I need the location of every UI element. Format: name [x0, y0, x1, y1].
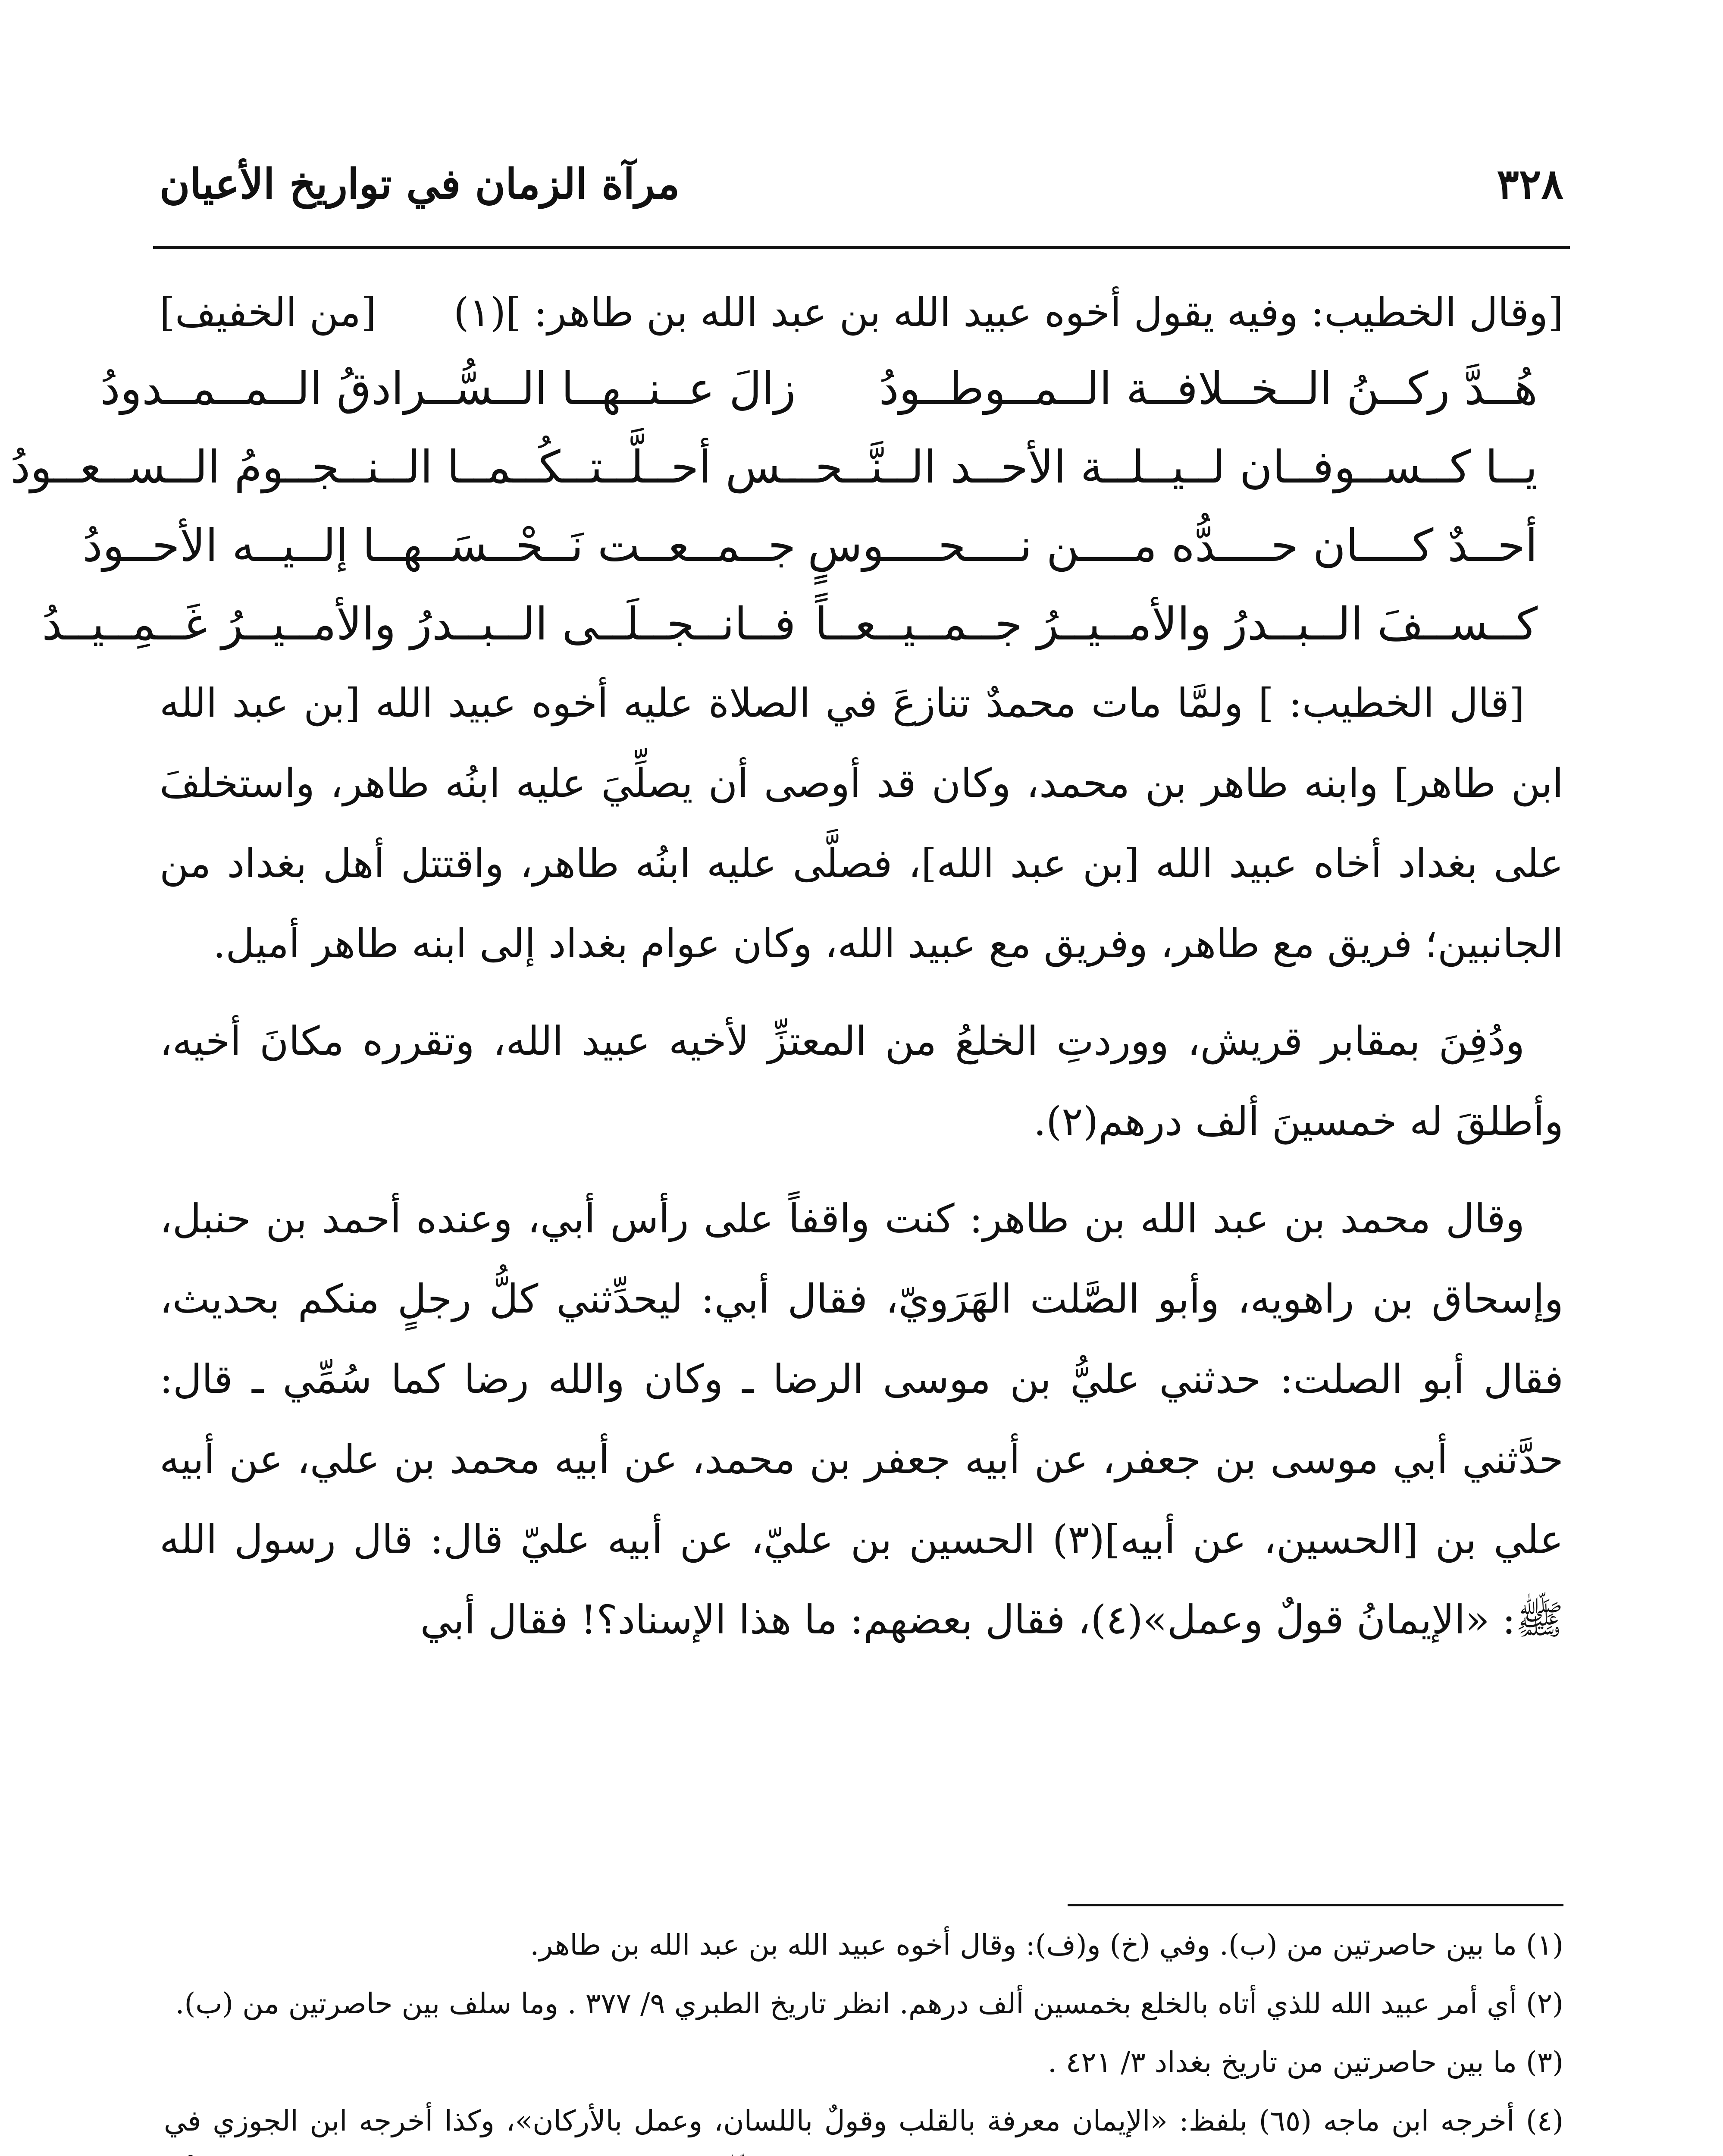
verse-first-hemistich: كــســفَ الــبــدرُ والأمــيــرُ جــمــيــعــاً — [815, 598, 1538, 650]
verse — [42, 585, 1563, 663]
header-rule — [153, 246, 1570, 249]
verse-first-hemistich: يــا كــســوفــان لــيــلــة الأحــد الــنَّــحــ — [789, 441, 1538, 493]
page-number: ٣٢٨ — [1497, 160, 1563, 208]
footnote-3: (٣) ما بين حاصرتين من تاريخ بغداد ٣/ ٤٢١ . — [1047, 2046, 1563, 2079]
running-title: مرآة الزمان في تواريخ الأعيان — [160, 160, 680, 208]
verse-second-hemistich: جــمــعــت نَــحْــسَــهــا إلــيــه الأحــودُ — [82, 519, 796, 572]
footnote-1: (١) ما بين حاصرتين من (ب). وفي (خ) و(ف): وقال أخوه عبيد الله بن عبد الله بن طاهر. — [530, 1928, 1563, 1962]
verse — [10, 428, 1563, 506]
paragraph-burial: ودُفِنَ بمقابر قريش، ووردتِ الخلعُ من المعتزِّ لأخيه عبيد الله، وتقرره مكانَ أخيه، وأطلقَ له خمسينَ ألف درهم(٢). — [160, 1018, 1563, 1144]
poem-intro — [160, 276, 1563, 349]
paragraph-hadith: وقال محمد بن عبد الله بن طاهر: كنت واقفاً على رأس أبي، وعنده أحمد بن حنبل، وإسحاق بن راهويه، وأبو الصَّلت الهَرَويّ، فقال أبي: ليحدِّثني كلُّ رجلٍ منكم بحديث، فقال أبو الصلت: حدثني عليُّ بن موسى الرضا ـ وكان والله رضا كما سُمِّي ـ قال: حدَّثني أبي موسى بن جعفر، عن أبيه جعفر بن محمد، عن أبيه محمد بن علي، عن أبيه علي بن [الحسين، عن أبيه](٣) الحسين بن عليّ، عن أبيه عليّ قال: قال رسول الله ﷺ: «الإيمانُ قولٌ وعمل»(٤)، فقال بعضهم: ما هذا الإسناد؟! فقال أبي — [160, 1196, 1564, 1643]
verse-first-hemistich: هُــدَّ ركــنُ الــخــلافــة الــمــوطــودُ — [879, 362, 1538, 415]
poem — [10, 349, 1563, 663]
footnote-4: (٤) أخرجه ابن ماجه (٦٥) بلفظ: «الإيمان معرفة بالقلب وقولٌ باللسان، وعمل بالأركان»، وكذا أخرجه ابن الجوزي في — [164, 2104, 1563, 2137]
footnote-rule — [1068, 1904, 1563, 1906]
main-text — [10, 276, 1564, 1660]
verse-first-hemistich: أحــدٌ كــــان حــــدُّه مــــن نــــحــــوسٍ — [808, 519, 1538, 572]
verse-second-hemistich: زالَ عــنــهــا الــسُّــرادقُ الــمــمــدودُ — [100, 362, 796, 415]
paragraph-funeral: [قال الخطيب: ] ولمَّا مات محمدٌ تنازعَ في الصلاة عليه أخوه عبيد الله [بن عبد الله ابن طاهر] وابنه طاهر بن محمد، وكان قد أوصى أن يصلِّيَ عليه ابنُه طاهر، واستخلفَ على بغداد أخاه عبيد الله [بن عبد الله]، فصلَّى عليه ابنُه طاهر، واقتتل أهل بغداد من الجانبين؛ فريق مع طاهر، وفريق مع عبيد الله، وكان عوام بغداد إلى ابنه طاهر أميل. — [160, 680, 1563, 967]
footnote-2: (٢) أي أمر عبيد الله للذي أتاه بالخلع بخمسين ألف درهم. انظر تاريخ الطبري ٩/ ٣٧٧ . وما سلف بين حاصرتين من (ب). — [175, 1987, 1563, 2020]
verse — [82, 506, 1563, 585]
verse-second-hemistich: ـس أحــلَّــتــكُــمــا الــنــجــومُ الــســعــودُ — [10, 441, 796, 493]
poem-intro-text: [وقال الخطيب: وفيه يقول أخوه عبيد الله بن عبد الله بن طاهر: ](١) — [453, 289, 1563, 335]
page-header — [160, 142, 1563, 229]
footnotes — [164, 1919, 1563, 2156]
verse — [100, 349, 1563, 428]
verse-second-hemistich: فــانــجــلَــى الــبــدرُ والأمــيــرُ غَــمِــيــدُ — [42, 598, 796, 650]
poem-meter: [من الخفيف] — [160, 289, 376, 335]
